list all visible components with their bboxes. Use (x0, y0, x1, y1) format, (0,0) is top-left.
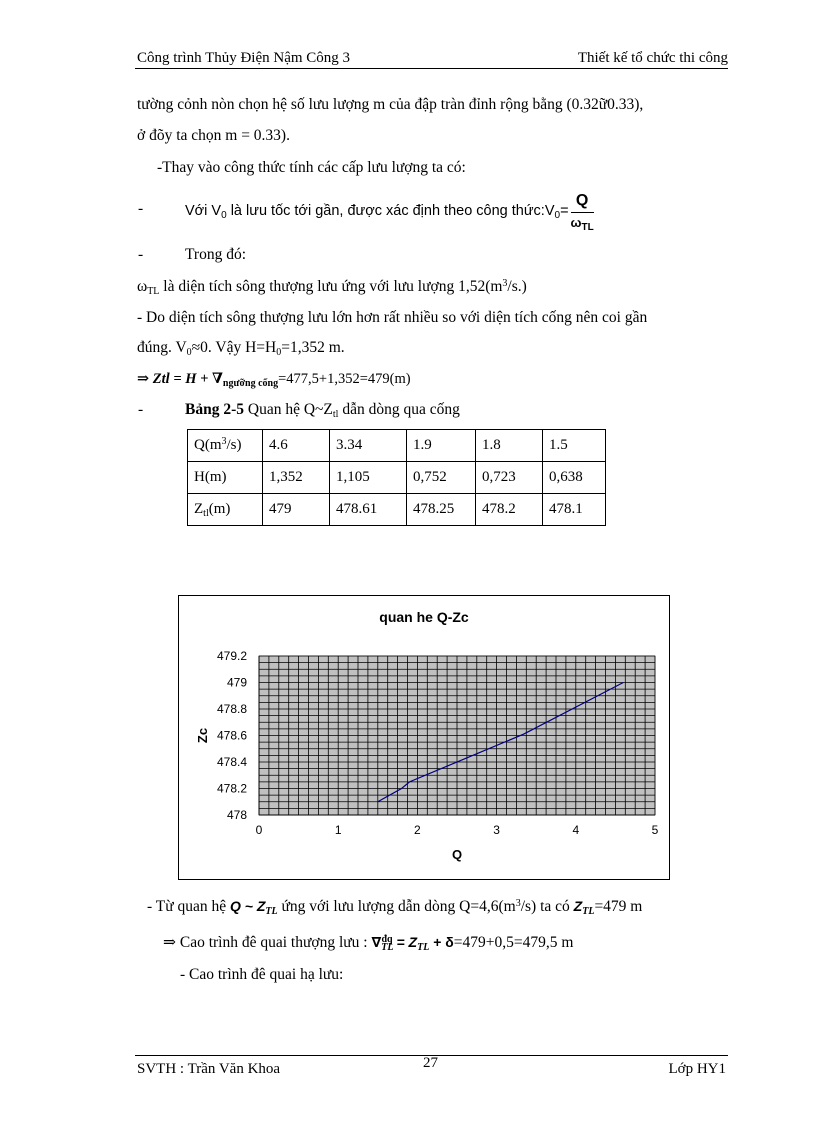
y-tick-label: 479.2 (216, 649, 247, 663)
header-subtitle: Thiết kế tổ chức thi công (577, 50, 728, 66)
footer-class: Lớp HY1 (668, 1061, 726, 1077)
y-axis-label: Zc (195, 727, 210, 744)
table-row (188, 462, 606, 494)
table-cell: 0,752 (407, 462, 476, 494)
table-cell: 1.8 (476, 430, 543, 462)
x-tick-label: 2 (414, 823, 421, 837)
bullet-dash: - (138, 200, 144, 217)
paragraph-3-line-2: đúng. $V_0\approx 0$. Vậy $H=H_0=1,352$ m. (137, 339, 345, 358)
y-tick-label: 478.4 (216, 755, 247, 769)
bullet-dash-3: - (138, 401, 144, 418)
paragraph-5: ⇒ Cao trình đê quai thượng lưu : $\nabla_{TL}^{đq} = Z_{TL} + \delta=479+0,5=479,5$ m (163, 934, 574, 953)
implies-arrow-2: ⇒ (163, 934, 176, 951)
table-cell: 3.34 (330, 430, 407, 462)
x-tick-label: 5 (651, 823, 659, 837)
footer-author: SVTH : Trần Văn Khoa (137, 1061, 281, 1077)
y-tick-label: 478 (226, 808, 247, 822)
y-tick-label: 478.6 (216, 728, 247, 743)
y-tick-label: 478.8 (216, 702, 247, 716)
row-label: $Z_{tl}(m)$ (188, 494, 263, 526)
table-cell: 478.61 (330, 494, 407, 526)
y-tick-label: 479 (226, 675, 247, 690)
paragraph-1-line-2: ở đõy ta chọn m = 0.33). (137, 127, 290, 144)
omega-definition: $\omega_{TL}$ là diện tích sông thượng lưu ứng với lưu lượng $1,52(m^3/s.)$ (137, 278, 527, 297)
table-cell: 479 (263, 494, 330, 526)
table-cell: 1.9 (407, 430, 476, 462)
header-title: Công trình Thủy Điện Nậm Công 3 (137, 50, 351, 66)
chart-title: quan he Q-Zc (379, 609, 469, 625)
trong-do: Trong đó: (185, 246, 247, 263)
paragraph-2: -Thay vào công thức tính các cấp lưu lượng ta có: (157, 159, 466, 176)
page-number: 27 (423, 1055, 438, 1071)
table-cell: 478.2 (476, 494, 543, 526)
table-cell: 4.6 (263, 430, 330, 462)
table-cell: 1,352 (263, 462, 330, 494)
row-label: H(m) (188, 462, 263, 494)
table-row (188, 494, 606, 526)
row-label: $Q(m^3/s)$ (188, 430, 263, 462)
paragraph-1-line-1: tường cỏnh nòn chọn hệ số lưu lượng m của đập tràn đỉnh rộng bằng (0.32ữ0.33), (137, 96, 644, 113)
implies-arrow: ⇒ (137, 371, 150, 387)
table-cell: 478.1 (543, 494, 606, 526)
table-cell: 1.5 (543, 430, 606, 462)
q-z-table (187, 429, 606, 526)
chart-frame (178, 595, 670, 880)
q-zc-chart (179, 596, 669, 879)
paragraph-4: - Từ quan hệ Q ~ $Z_{TL}$ ứng với lưu lượng dẫn dòng $Q=4,6(m^3/s)$ ta có $Z_{TL}=479$ m (147, 898, 643, 917)
x-tick-label: 4 (572, 823, 580, 837)
x-tick-label: 0 (255, 823, 263, 837)
table-caption: Bảng 2-5 Quan hệ $Q\sim Z_{tl}$ dẫn dòng qua cống (185, 401, 460, 420)
paragraph-6: - Cao trình đê quai hạ lưu: (180, 966, 344, 983)
ztl-equation: ⇒ Ztl = $H + \nabla_{ngưỡng cống}=477,5+1,352=479(m)$ (137, 371, 411, 389)
paragraph-3-line-1: - Do diện tích sông thượng lưu lớn hơn rất nhiều so với diện tích cống nên coi gần (137, 309, 648, 326)
x-tick-label: 3 (493, 823, 500, 837)
header-divider (135, 68, 728, 69)
table-row (188, 430, 606, 462)
table-cell: 1,105 (330, 462, 407, 494)
v0-fraction: $\frac{Q}{\omega_{TL}}$ (570, 192, 594, 233)
table-cell: 478.25 (407, 494, 476, 526)
table-cell: 0,723 (476, 462, 543, 494)
x-axis-label: Q (451, 847, 463, 862)
table-cell: 0,638 (543, 462, 606, 494)
x-tick-label: 1 (334, 823, 342, 837)
v0-definition: Với $V_0$ là lưu tốc tới gần, được xác định theo công $thức:V_0=$ $\frac{Q}{\omega_{TL}}$ (185, 192, 594, 233)
bullet-dash-2: - (138, 246, 144, 263)
y-tick-label: 478.2 (216, 781, 247, 796)
